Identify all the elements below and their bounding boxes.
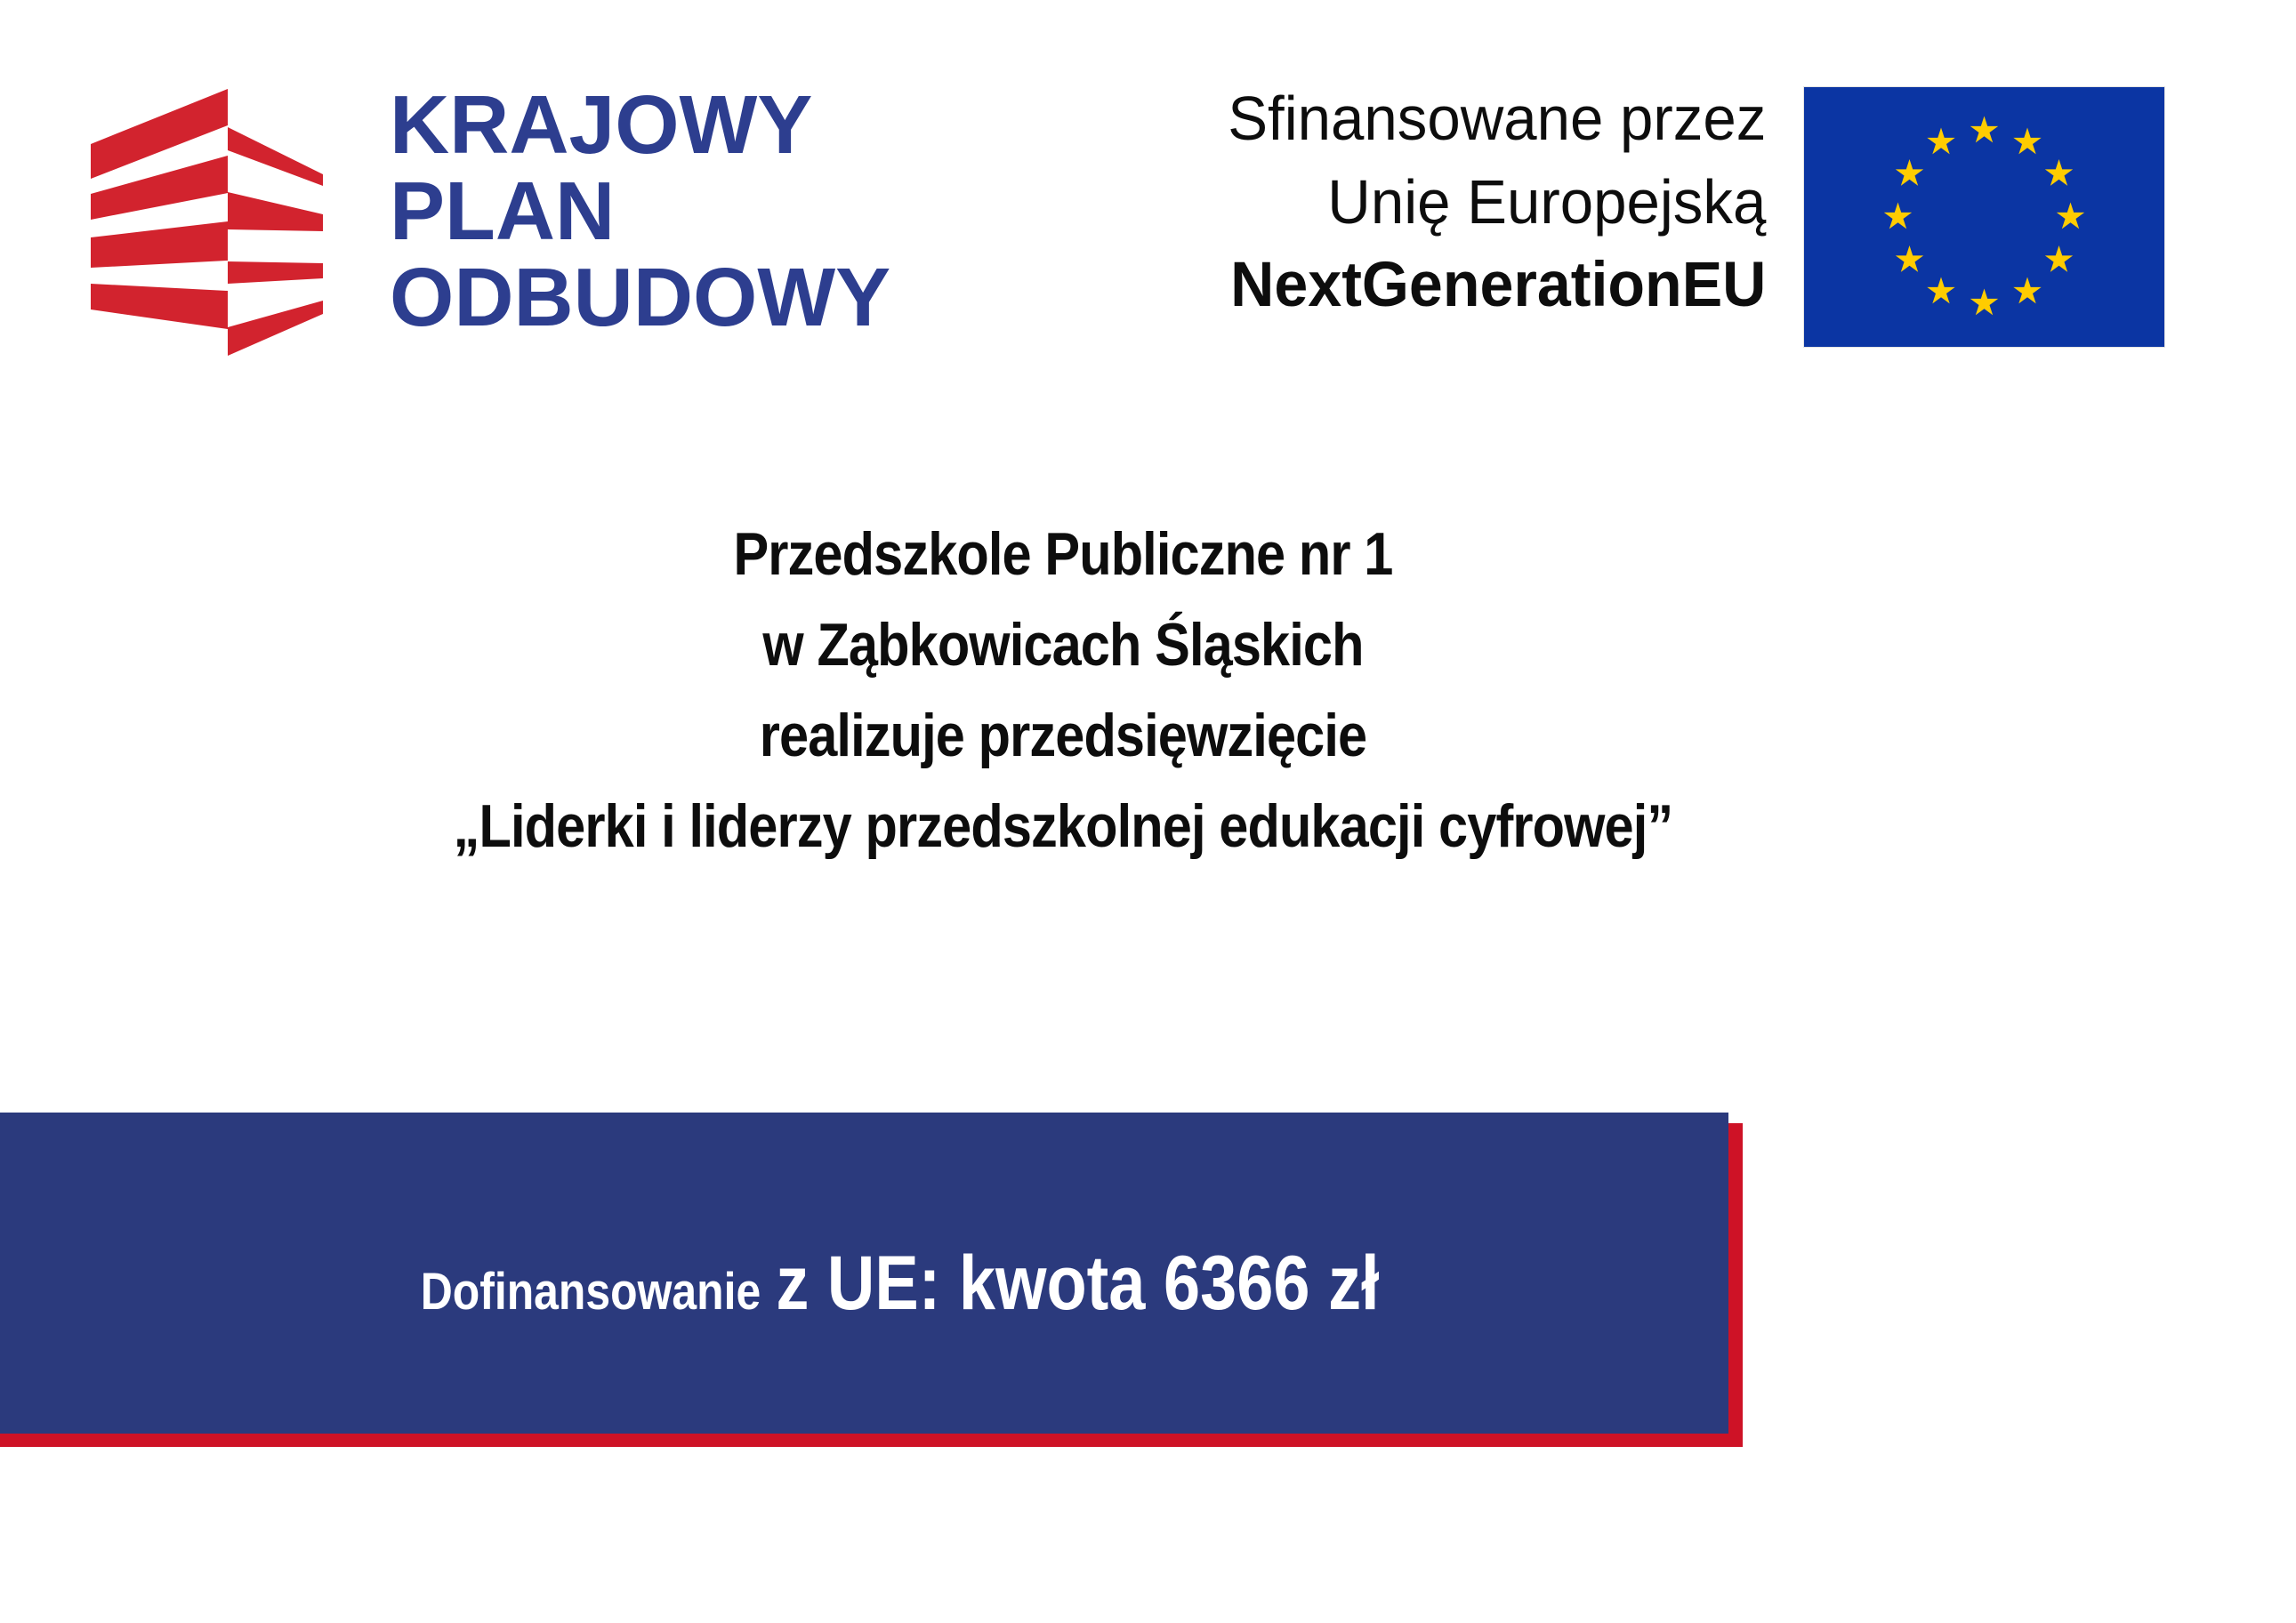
eu-flag-icon xyxy=(1804,87,2164,347)
project-description-line1: Przedszkole Publiczne nr 1 xyxy=(733,520,1393,588)
kpo-wordmark-line3: ODBUDOWY xyxy=(390,251,891,343)
eu-attribution-line3: NextGenerationEU xyxy=(1229,250,1766,320)
eu-attribution-line2: Unię Europejską xyxy=(1326,167,1766,237)
project-description-line2: w Ząbkowicach Śląskich xyxy=(762,611,1364,679)
kpo-wordmark-line1: KRAJOWY xyxy=(390,78,813,171)
project-description-line3: realizuje przedsięwzięcie xyxy=(759,702,1367,769)
project-description-line4: „Liderki i liderzy przedszkolnej edukacji cyfrowej” xyxy=(453,792,1673,860)
eu-attribution xyxy=(1228,76,1766,327)
funding-banner xyxy=(0,1113,1728,1434)
funding-amount: z UE: kwota 6366 zł xyxy=(776,1241,1380,1326)
funding-text xyxy=(421,1240,1380,1328)
kpo-wordmark-line2: PLAN xyxy=(390,165,616,257)
eu-attribution-line1: Sfinansowane przez xyxy=(1227,84,1766,153)
project-description xyxy=(133,509,1993,872)
kpo-wordmark xyxy=(390,78,891,343)
kpo-building-icon xyxy=(89,84,325,360)
funding-text-prefix: Dofinansowanie xyxy=(420,1263,761,1321)
